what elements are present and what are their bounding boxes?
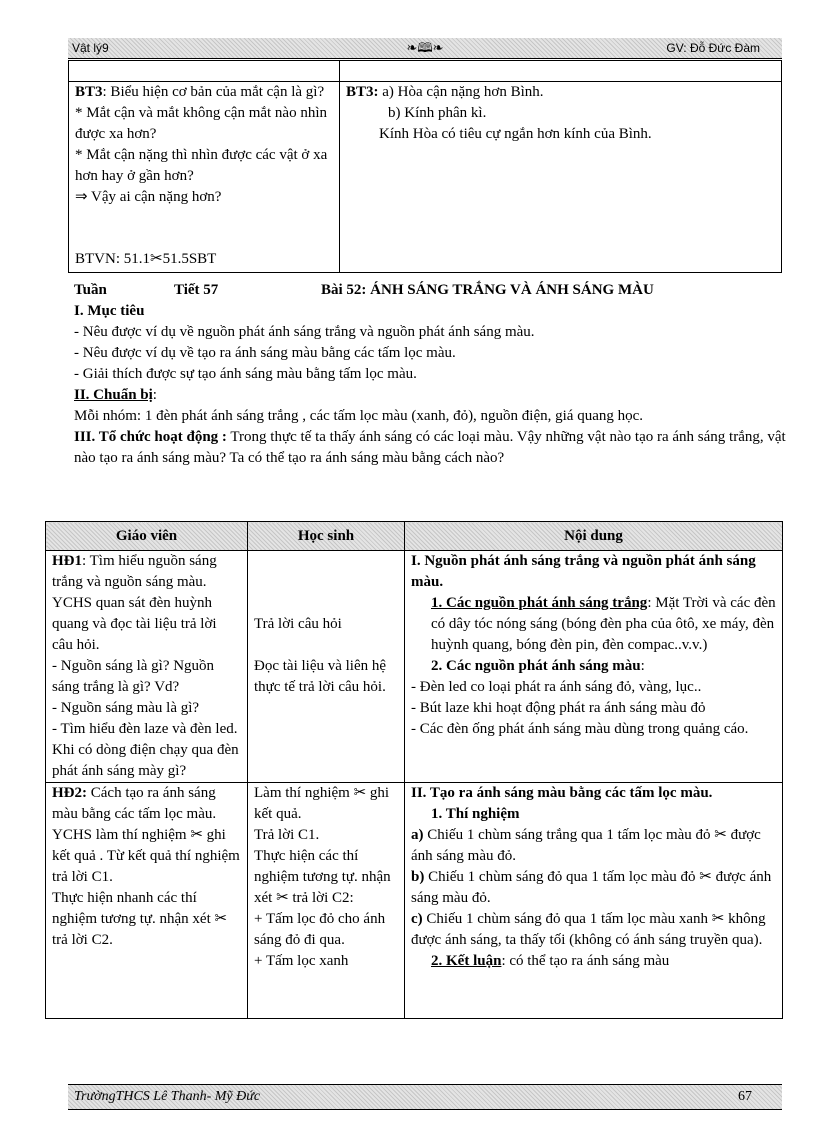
period-label: Tiết 57	[174, 282, 219, 298]
table-row	[46, 783, 783, 1019]
answer-label: BT3:	[346, 84, 379, 100]
teacher-cell: HĐ2: Cách tạo ra ánh sáng màu bằng các tấm lọc màu. YCHS làm thí nghiệm ✂ ghi kết quả . Từ kết quả thí nghiệm trả lời C1. Thực hiện nhanh các thí nghiệm tương tự. nhận xét ✂ trả lời C2.	[46, 783, 248, 1019]
activity-label: HĐ1	[52, 553, 82, 569]
question-line: ⇒ Vậy ai cận nặng hơn?	[75, 189, 222, 205]
week-label: Tuần	[74, 282, 107, 298]
section-title: III. Tổ chức hoạt động :	[74, 429, 227, 445]
table-header-row	[46, 522, 783, 551]
header-teacher: Giáo viên	[46, 522, 248, 551]
question-line: * Mắt cận nặng thì nhìn được các vật ở xa hơn hay ở gần hơn?	[75, 147, 328, 184]
homework-line: BTVN: 51.1✂51.5SBT	[75, 251, 217, 267]
header-content: Nội dung	[405, 522, 783, 551]
objective-item: - Nêu được ví dụ về tạo ra ánh sáng màu bằng các tấm lọc màu.	[74, 345, 456, 361]
question-cell	[69, 82, 340, 273]
content-cell: II. Tạo ra ánh sáng màu bằng các tấm lọc màu. 1. Thí nghiệm a) Chiếu 1 chùm sáng trắng qua 1 tấm lọc màu đỏ ✂ được ánh sáng màu đỏ. b) Chiếu 1 chùm sáng đỏ qua 1 tấm lọc màu đỏ ✂ được ánh sáng màu đỏ. c) Chiếu 1 chùm sáng đỏ qua 1 tấm lọc màu xanh ✂ không được ánh sáng, ta thấy tối (không có ánh sáng truyền qua). 2. Kết luận: có thể tạo ra ánh sáng màu	[405, 783, 783, 1019]
question-label: BT3	[75, 84, 103, 100]
section-title: II. Chuẩn bị	[74, 387, 153, 403]
lesson-body: I. Mục tiêu - Nêu được ví dụ về nguồn phát ánh sáng trắng và nguồn phát ánh sáng màu. - Nêu được ví dụ về tạo ra ánh sáng màu bằng các tấm lọc màu. - Giải thích được sự tạo ánh sáng màu bằng tấm lọc màu. II. Chuẩn bị: Mỗi nhóm: 1 đèn phát ánh sáng trắng , các tấm lọc màu (xanh, đỏ), nguồn điện, giá quang học. III. Tổ chức hoạt động : Trong thực tế ta thấy ánh sáng có các loại màu. Vậy những vật nào tạo ra ánh sáng trắng, vật nào tạo ra ánh sáng màu? Ta có thể tạo ra ánh sáng màu bằng cách nào?	[74, 301, 794, 469]
answer-cell	[340, 82, 782, 273]
exercise-table	[68, 60, 782, 273]
page-number: 67	[738, 1089, 752, 1104]
question-line: * Mắt cận và mắt không cận mắt nào nhìn được xa hơn?	[75, 105, 328, 142]
teacher-label: GV: Đỗ Đức Đàm	[666, 41, 760, 55]
answer-b: b) Kính phân kì.	[388, 105, 487, 121]
answer-c: Kính Hòa có tiêu cự ngắn hơn kính của Bình.	[379, 126, 652, 142]
exercise-row	[69, 82, 782, 273]
teacher-cell: HĐ1: Tìm hiểu nguồn sáng trắng và nguồn sáng màu. YCHS quan sát đèn huỳnh quang và đọc tài liệu trả lời câu hỏi. - Nguồn sáng là gì? Nguồn sáng trắng là gì? Vd? - Nguồn sáng màu là gì? - Tìm hiểu đèn laze và đèn led. Khi có dòng điện chạy qua đèn phát ánh sáng mày gì?	[46, 551, 248, 783]
lesson-title-line	[74, 280, 794, 301]
student-cell: Làm thí nghiệm ✂ ghi kết quả. Trả lời C1. Thực hiện các thí nghiệm tương tự. nhận xét ✂ trả lời C2: + Tấm lọc đỏ cho ánh sáng đỏ đi qua. + Tấm lọc xanh	[248, 783, 405, 1019]
school-label: TrườngTHCS Lê Thanh- Mỹ Đức	[74, 1089, 261, 1104]
book-ornament-icon: ❧🕮❧	[406, 40, 444, 55]
activity-table	[45, 521, 783, 1019]
section-title: I. Mục tiêu	[74, 303, 145, 319]
content-cell: I. Nguồn phát ánh sáng trắng và nguồn phát ánh sáng màu. 1. Các nguồn phát ánh sáng trắng: Mặt Trời và các đèn có dây tóc nóng sáng (bóng đèn pha của ôtô, xe máy, đèn huỳnh quang, bóng đèn pin, đèn compac..v.v.) 2. Các nguồn phát ánh sáng màu: - Đèn led co loại phát ra ánh sáng đỏ, vàng, lục.. - Bút laze khi hoạt động phát ra ánh sáng màu đỏ - Các đèn ống phát ánh sáng màu dùng trong quảng cáo.	[405, 551, 783, 783]
table-row	[46, 551, 783, 783]
activity-label: HĐ2:	[52, 785, 87, 801]
answer-a: a) Hòa cận nặng hơn Bình.	[378, 84, 544, 100]
objective-item: - Nêu được ví dụ về nguồn phát ánh sáng trắng và nguồn phát ánh sáng màu.	[74, 324, 535, 340]
objective-item: - Giải thích được sự tạo ánh sáng màu bằng tấm lọc màu.	[74, 366, 417, 382]
blank-row	[69, 61, 782, 82]
page-header	[68, 38, 782, 59]
preparation-text: Mỗi nhóm: 1 đèn phát ánh sáng trắng , các tấm lọc màu (xanh, đỏ), nguồn điện, giá quang học.	[74, 408, 644, 424]
subject-label: Vật lý9	[72, 41, 109, 55]
lesson-title: Bài 52: ÁNH SÁNG TRẮNG VÀ ÁNH SÁNG MÀU	[321, 282, 654, 298]
header-student: Học sinh	[248, 522, 405, 551]
activity-intro: Trong thực tế ta thấy ánh sáng có các loại màu. Vậy những vật nào tạo ra ánh sáng trắng, vật nào tạo ra ánh sáng màu? Ta có thể tạo ra ánh sáng màu bằng cách nào?	[74, 429, 786, 466]
question-line: : Biểu hiện cơ bản của mắt cận là gì?	[102, 84, 325, 100]
page-footer	[68, 1084, 782, 1110]
student-cell: Trả lời câu hỏi Đọc tài liệu và liên hệ thực tế trả lời câu hỏi.	[248, 551, 405, 783]
